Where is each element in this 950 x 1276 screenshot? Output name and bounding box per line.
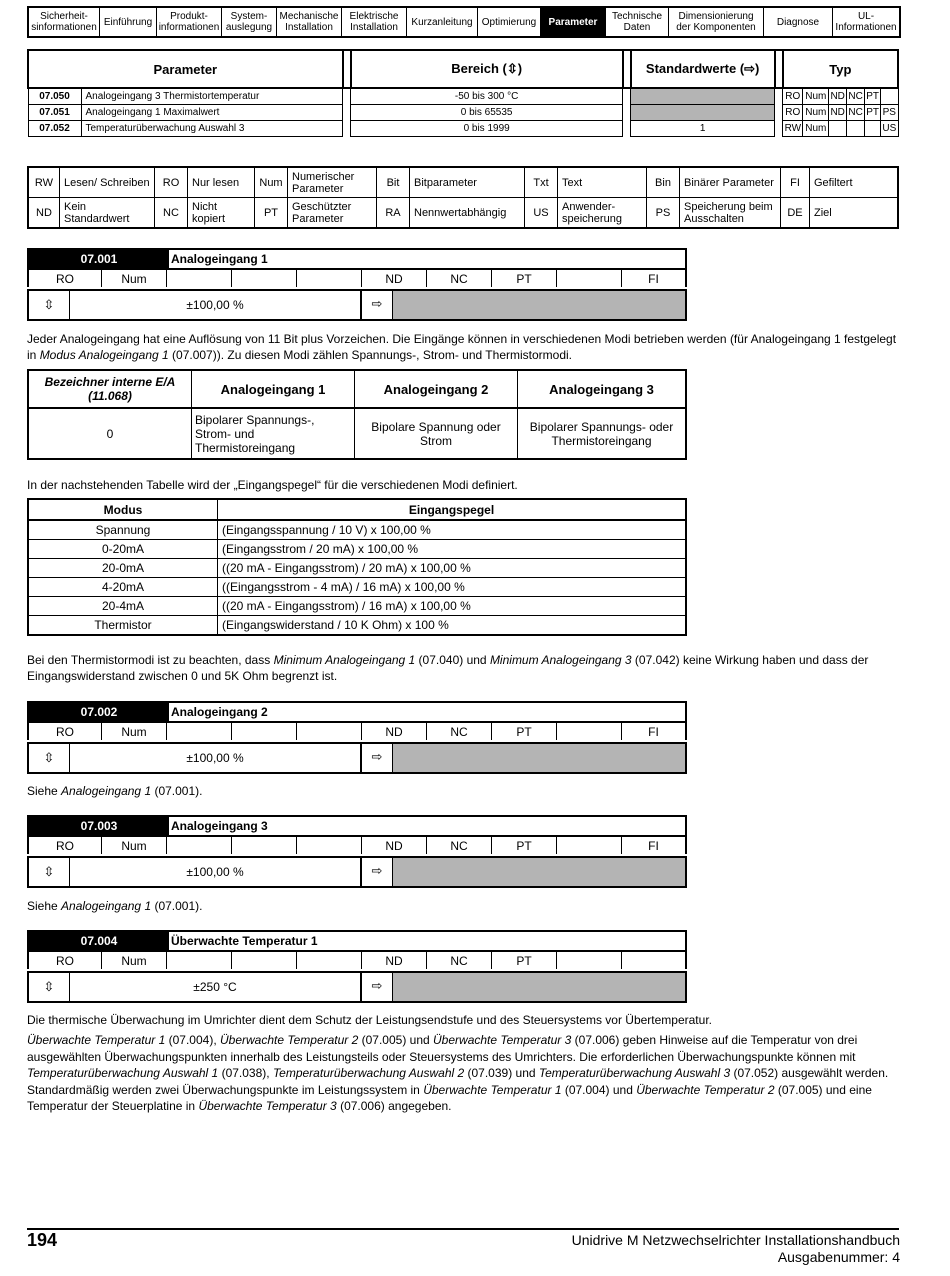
paragraph-thermistor-note: Bei den Thermistormodi ist zu beachten, dass Minimum Analogeingang 1 (07.040) und Minimum Analogeingang 3 (07.042) keine Wirkung haben und dass der Eingangswiderstand zwischen 0 und 5K Ohm begrenzt ist. (27, 653, 869, 683)
param-range: ±100,00 % (70, 744, 362, 772)
legend-code: US (525, 198, 558, 229)
flag-cell (232, 723, 297, 740)
legend-row (28, 167, 898, 198)
legend-desc: Bitparameter (410, 167, 525, 198)
range-icon: ⇳ (29, 744, 70, 772)
param-range: ±100,00 % (70, 291, 362, 319)
parameter-box-07001 (27, 248, 687, 322)
type-cell: PS (881, 105, 898, 121)
legend-desc: Text (558, 167, 647, 198)
param-range: 0 bis 1999 (351, 121, 623, 137)
io-cell: 0 (28, 408, 192, 459)
io-header: Analogeingang 1 (192, 370, 355, 408)
type-cell: NC (847, 88, 865, 105)
legend-desc: Ziel (810, 198, 899, 229)
io-header: Analogeingang 3 (518, 370, 687, 408)
type-cell: Num (803, 105, 829, 121)
legend-code: RW (28, 167, 60, 198)
nav-tab[interactable]: Dimensionierung der Komponenten (669, 7, 764, 37)
table-row: Spannung (Eingangsspannung / 10 V) x 100,00 % (28, 520, 686, 540)
param-default (392, 973, 685, 1001)
legend-code: RA (377, 198, 410, 229)
paragraph-thermal-monitoring: Die thermische Überwachung im Umrichter dient dem Schutz der Leistungsendstufe und des Steuersystems vor Übertemperatur. (27, 1013, 712, 1027)
legend-code: Bit (377, 167, 410, 198)
param-name: Überwachte Temperatur 1 (171, 934, 318, 948)
type-cell: RW (783, 121, 803, 137)
document-title: Unidrive M Netzwechselrichter Installationshandbuch (571, 1232, 900, 1248)
flag-cell (167, 723, 232, 740)
footer-divider (27, 1228, 899, 1230)
table-row: 4-20mA ((Eingangsstrom - 4 mA) / 16 mA) x 100,00 % (28, 578, 686, 597)
param-name: Analogeingang 3 (171, 819, 268, 833)
flag-cell: Num (102, 952, 167, 969)
flag-cell: ND (362, 723, 427, 740)
flag-cell (297, 270, 362, 287)
parameter-box-07002 (27, 701, 687, 775)
legend-desc: Geschützter Parameter (288, 198, 377, 229)
flag-cell: RO (56, 724, 74, 739)
page-number: 194 (27, 1230, 58, 1250)
io-header: Analogeingang 2 (355, 370, 518, 408)
type-cell: RO (783, 88, 803, 105)
io-cell: Bipolarer Spannungs-, Strom- und Thermistoreingang (192, 408, 355, 459)
type-cell (881, 88, 898, 105)
param-default (392, 858, 685, 886)
flag-cell: FI (622, 837, 687, 854)
flag-cell (232, 837, 297, 854)
table-row: 20-0mA ((20 mA - Eingangsstrom) / 20 mA) x 100,00 % (28, 559, 686, 578)
header-type: Typ (783, 50, 898, 88)
default-arrow-icon: ⇨ (371, 978, 383, 993)
paragraph-resolution: Jeder Analogeingang hat eine Auflösung von 11 Bit plus Vorzeichen. Die Eingänge können in verschiedenen Modi betrieben werden (für Analogeingang 1 festgelegt in Modus Analogeingang 1 (07.007)). Zu diesen Modi zählen Spannungs-, Strom- und Thermistormodi. (27, 332, 897, 362)
flag-cell: PT (492, 270, 557, 287)
legend-code: NC (155, 198, 188, 229)
flag-cell: ND (362, 270, 427, 287)
table-row (28, 121, 898, 137)
flag-cell (297, 723, 362, 740)
type-cell: PT (865, 105, 881, 121)
range-icon: ⇳ (29, 291, 70, 319)
flag-cell: FI (622, 723, 687, 740)
legend-code: Bin (647, 167, 680, 198)
table-row (28, 408, 686, 459)
legend-code: Num (255, 167, 288, 198)
legend-desc: Nur lesen (188, 167, 255, 198)
param-flags (27, 952, 687, 969)
legend-desc: Anwender-speicherung (558, 198, 647, 229)
flag-cell (167, 837, 232, 854)
flag-cell (167, 952, 232, 969)
flag-cell (297, 837, 362, 854)
legend-code: PS (647, 198, 680, 229)
legend-desc: Numerischer Parameter (288, 167, 377, 198)
modes-header: Eingangspegel (218, 499, 687, 520)
flag-cell: RO (56, 953, 74, 968)
type-cell: ND (829, 88, 847, 105)
parameter-box-07003 (27, 815, 687, 889)
param-number: 07.002 (29, 703, 169, 721)
nav-tab[interactable]: Produkt-informationen (157, 7, 222, 37)
default-arrow-icon: ⇨ (371, 296, 383, 311)
param-name: Analogeingang 3 Thermistortemperatur (81, 88, 343, 105)
flag-cell: Num (102, 723, 167, 740)
param-range: ±250 °C (70, 973, 362, 1001)
flag-cell: PT (492, 952, 557, 969)
param-flags (27, 837, 687, 854)
default-arrow-icon: ⇨ (371, 749, 383, 764)
type-cell: PT (865, 88, 881, 105)
flag-cell: ND (362, 837, 427, 854)
paragraph-see-also: Siehe Analogeingang 1 (07.001). (27, 899, 203, 913)
param-number: 07.051 (28, 105, 81, 121)
legend-desc: Lesen/ Schreiben (60, 167, 155, 198)
parameter-summary-table (27, 49, 899, 137)
header-default: Standardwerte (⇨) (631, 50, 775, 88)
param-range: ±100,00 % (70, 858, 362, 886)
nav-tab[interactable]: UL-Informationen (833, 7, 901, 37)
type-cell (829, 121, 847, 137)
type-cell: Num (803, 121, 829, 137)
flag-cell: RO (56, 838, 74, 853)
table-row: 0-20mA (Eingangsstrom / 20 mA) x 100,00 % (28, 540, 686, 559)
range-icon: ⇳ (29, 858, 70, 886)
table-row: Thermistor (Eingangswiderstand / 10 K Ohm) x 100 % (28, 616, 686, 636)
param-range: 0 bis 65535 (351, 105, 623, 121)
flag-cell (557, 723, 622, 740)
param-default (392, 291, 685, 319)
type-cell: NC (847, 105, 865, 121)
nav-tab-active[interactable]: Parameter (541, 7, 606, 37)
param-flags (27, 270, 687, 287)
flag-cell (232, 952, 297, 969)
param-default (392, 744, 685, 772)
flag-cell (557, 270, 622, 287)
io-header: Bezeichner interne E/A (11.068) (28, 370, 192, 408)
paragraph-see-also: Siehe Analogeingang 1 (07.001). (27, 784, 203, 798)
nav-tab[interactable]: Mechanische Installation (277, 7, 342, 37)
legend-code: RO (155, 167, 188, 198)
flag-cell: FI (622, 270, 687, 287)
param-name: Analogeingang 2 (171, 705, 268, 719)
legend-code: PT (255, 198, 288, 229)
legend-row (28, 198, 898, 229)
flag-cell: NC (427, 723, 492, 740)
param-flags (27, 723, 687, 740)
flag-cell: PT (492, 723, 557, 740)
type-cell (847, 121, 865, 137)
nav-tab[interactable]: Diagnose (764, 7, 833, 37)
abbreviation-legend (27, 166, 899, 229)
type-cell (865, 121, 881, 137)
legend-desc: Nennwertabhängig (410, 198, 525, 229)
input-level-table (27, 498, 687, 636)
legend-code: FI (781, 167, 810, 198)
table-row (28, 88, 898, 105)
paragraph-temperature-points: Überwachte Temperatur 1 (07.004), Überwachte Temperatur 2 (07.005) und Überwachte Temperatur 3 (07.006) geben Hinweise auf die Temperatur von drei ausgewählten Überwachungspunkten innerhalb des Leistungsteils oder Steuersystems des Umrichters. Die erforderlichen Überwachungspunkte können mit Temperaturüberwachung Auswahl 1 (07.038), Temperaturüberwachung Auswahl 2 (07.039) und Temperaturüberwachung Auswahl 3 (07.052) ausgewählt werden. Standardmäßig werden zwei Überwachungspunkte im Leistungssystem in Überwachte Temperatur 1 (07.004) und Überwachte Temperatur 2 (07.005) und eine Temperatur der Steuerplatine in Überwachte Temperatur 3 (07.006) angegeben. (27, 1033, 889, 1114)
legend-desc: Nicht kopiert (188, 198, 255, 229)
type-cell: US (881, 121, 898, 137)
param-range: -50 bis 300 °C (351, 88, 623, 105)
header-parameter: Parameter (28, 50, 343, 88)
legend-desc: Gefiltert (810, 167, 899, 198)
param-name: Analogeingang 1 (171, 252, 268, 266)
nav-tab[interactable]: Optimierung (478, 7, 541, 37)
flag-cell (557, 952, 622, 969)
flag-cell: Num (102, 837, 167, 854)
legend-desc: Binärer Parameter (680, 167, 781, 198)
flag-cell: NC (427, 270, 492, 287)
legend-code: ND (28, 198, 60, 229)
flag-cell: NC (427, 837, 492, 854)
legend-code: Txt (525, 167, 558, 198)
issue-number: Ausgabenummer: 4 (777, 1249, 900, 1265)
param-number: 07.004 (29, 932, 169, 950)
nav-tab[interactable]: Einführung (100, 7, 157, 37)
flag-cell (622, 952, 687, 969)
flag-cell: Num (102, 270, 167, 287)
table-row: 20-4mA ((20 mA - Eingangsstrom) / 16 mA) x 100,00 % (28, 597, 686, 616)
param-number: 07.001 (29, 250, 169, 268)
nav-tab[interactable]: Elektrische Installation (342, 7, 407, 37)
flag-cell: PT (492, 837, 557, 854)
flag-cell: ND (362, 952, 427, 969)
param-name: Temperaturüberwachung Auswahl 3 (81, 121, 343, 137)
type-cell: RO (783, 105, 803, 121)
flag-cell (232, 270, 297, 287)
parameter-box-07004 (27, 930, 687, 1004)
flag-cell (557, 837, 622, 854)
nav-tab[interactable]: System-auslegung (222, 7, 277, 37)
nav-tab[interactable]: Technische Daten (606, 7, 669, 37)
flag-cell (167, 270, 232, 287)
nav-tab[interactable]: Kurzanleitung (407, 7, 478, 37)
param-number: 07.003 (29, 817, 169, 835)
io-cell: Bipolare Spannung oder Strom (355, 408, 518, 459)
paragraph-modes-intro: In der nachstehenden Tabelle wird der „Eingangspegel“ für die verschiedenen Modi definiert. (27, 478, 518, 492)
modes-header: Modus (28, 499, 218, 520)
type-cell: Num (803, 88, 829, 105)
param-number: 07.052 (28, 121, 81, 137)
param-name: Analogeingang 1 Maximalwert (81, 105, 343, 121)
param-number: 07.050 (28, 88, 81, 105)
legend-code: DE (781, 198, 810, 229)
footer-info (572, 1232, 900, 1266)
default-arrow-icon: ⇨ (371, 863, 383, 878)
io-identifier-table (27, 369, 687, 460)
param-default: 1 (631, 121, 775, 137)
nav-tab[interactable]: Sicherheit-sinformationen (28, 7, 100, 37)
chapter-navigation (27, 6, 901, 38)
flag-cell: RO (56, 271, 74, 286)
legend-desc: Kein Standardwert (60, 198, 155, 229)
table-row (28, 105, 898, 121)
header-range: Bereich (⇳) (351, 50, 623, 88)
legend-desc: Speicherung beim Ausschalten (680, 198, 781, 229)
type-cell: ND (829, 105, 847, 121)
flag-cell: NC (427, 952, 492, 969)
param-default (631, 88, 775, 105)
param-default (631, 105, 775, 121)
flag-cell (297, 952, 362, 969)
range-icon: ⇳ (29, 973, 70, 1001)
io-cell: Bipolarer Spannungs- oder Thermistoreingang (518, 408, 687, 459)
